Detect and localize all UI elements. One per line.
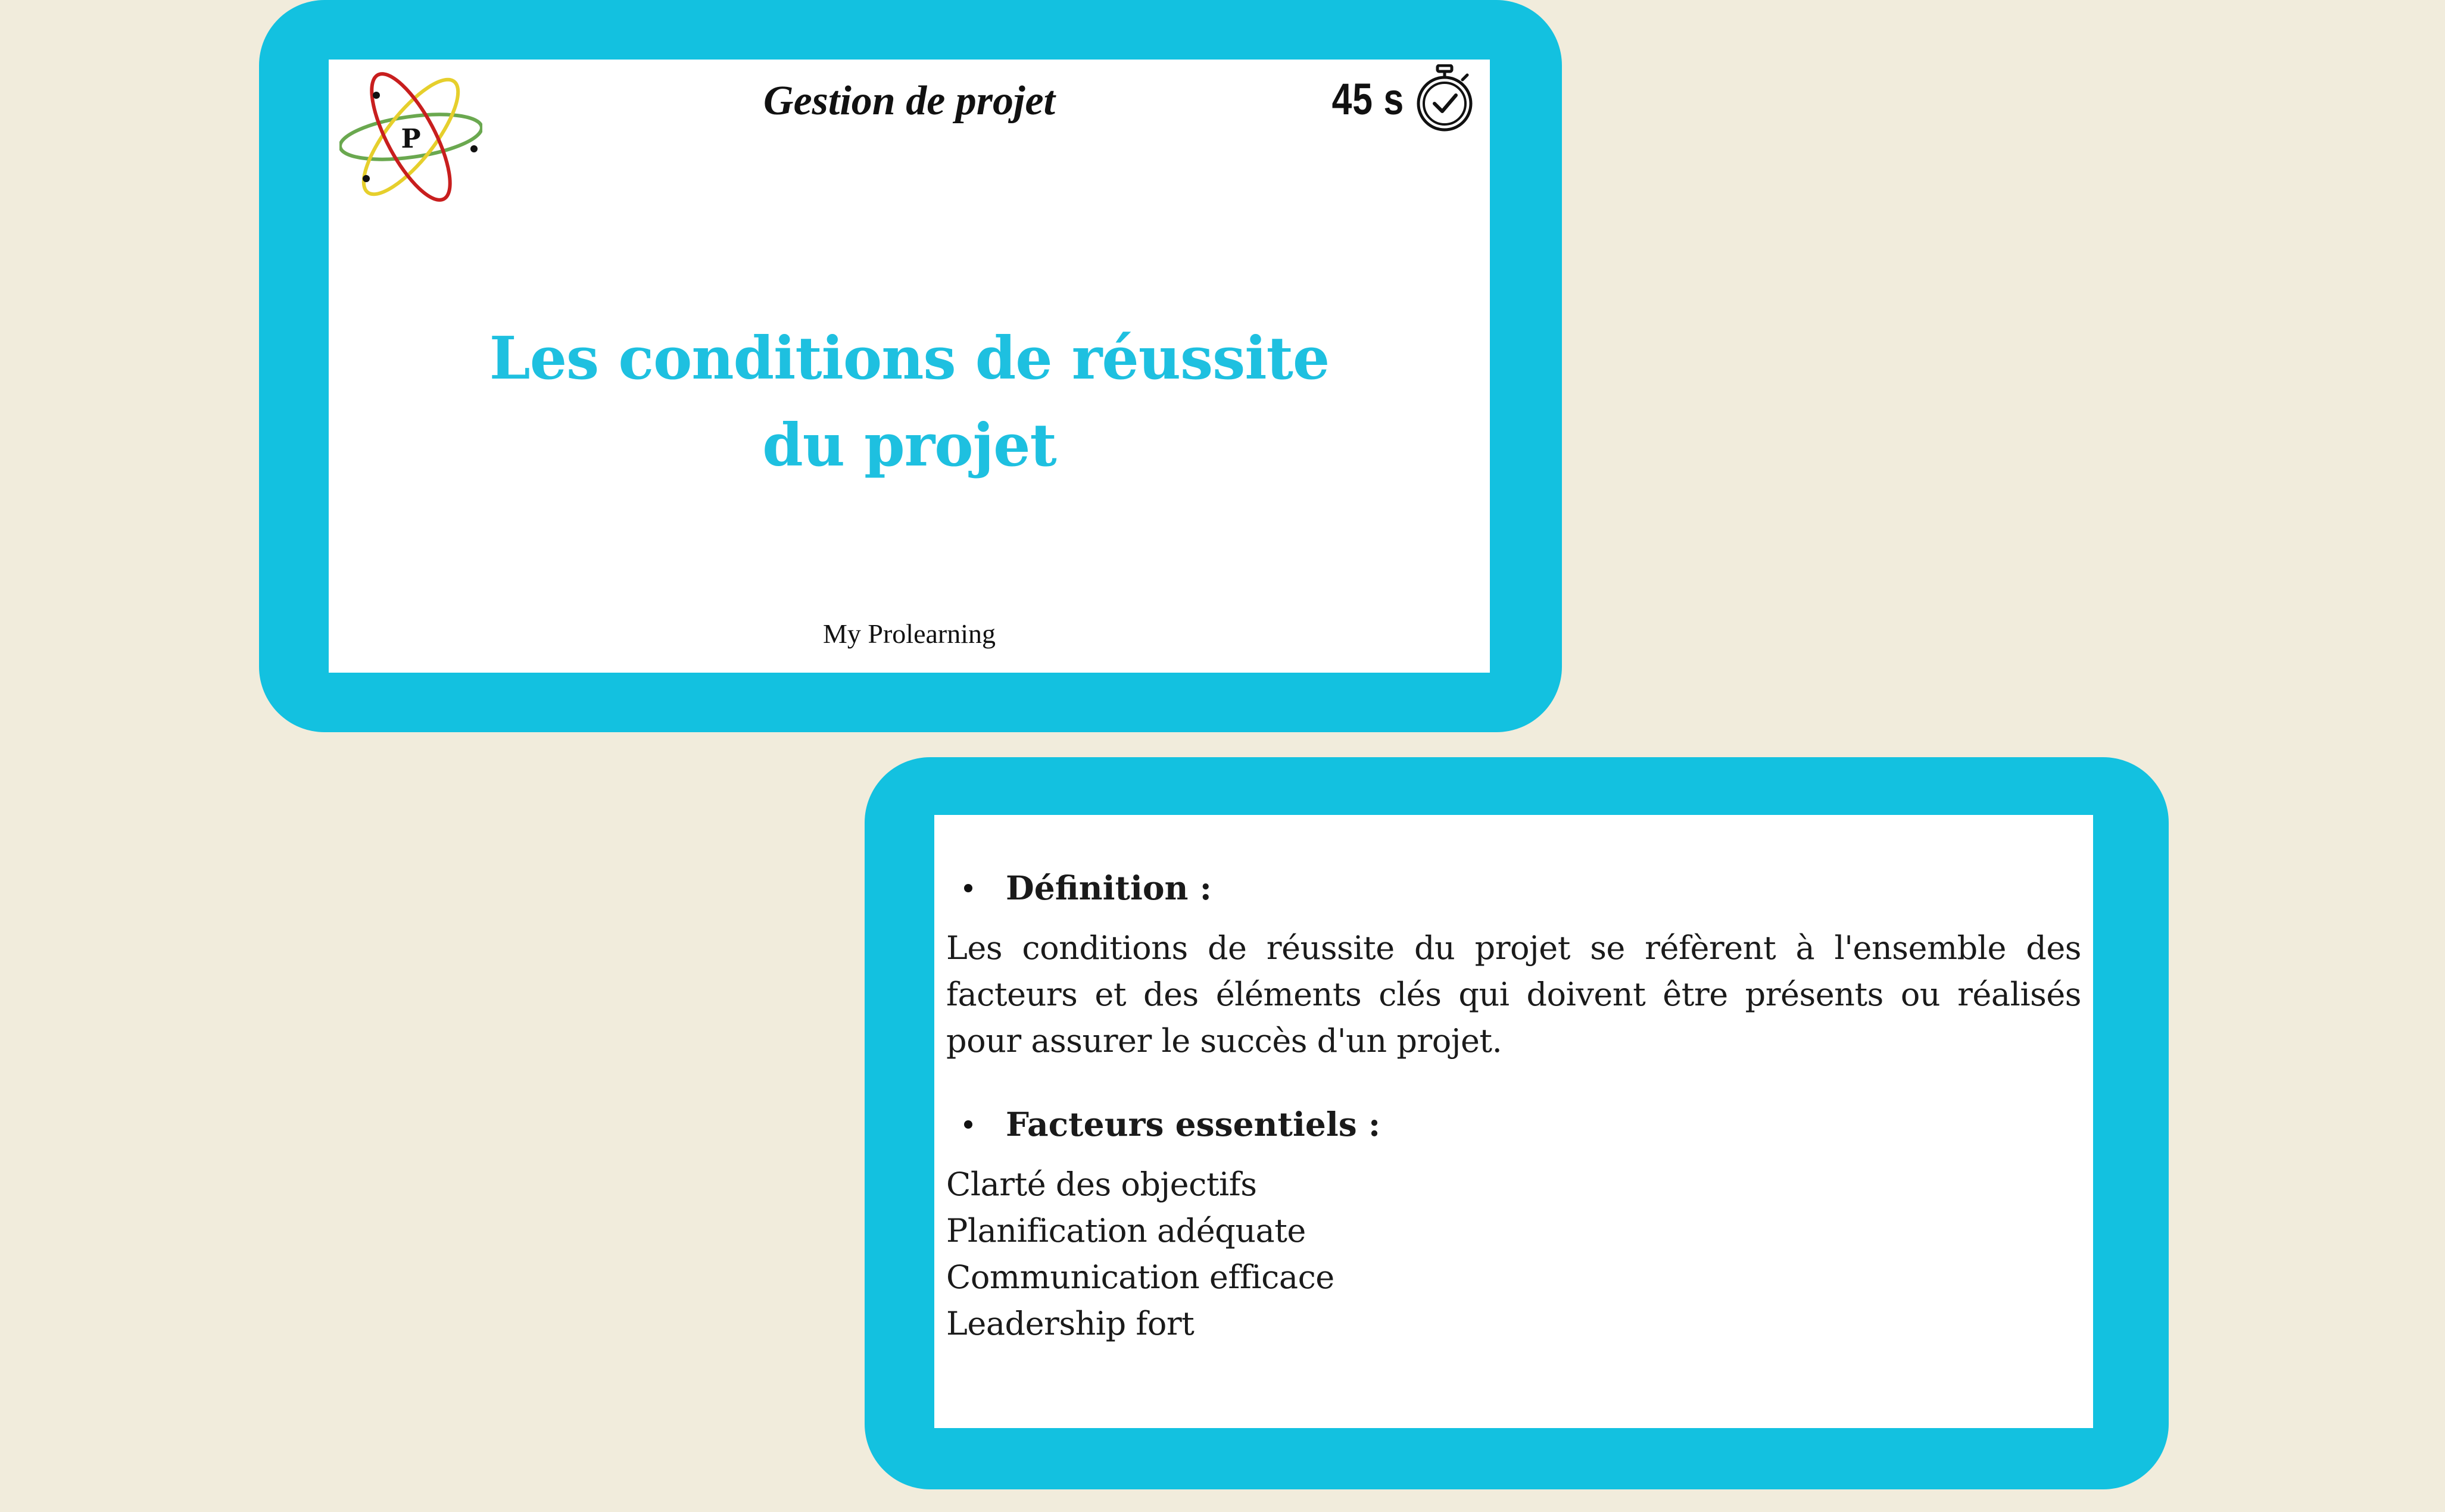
front-card [259, 0, 1562, 732]
definition-heading [964, 869, 2081, 907]
definition-text: Les conditions de réussite du projet se réfèrent à l'ensemble des facteurs et des éléments clés qui doivent être présents ou réalisés pour assurer le succès d'un projet. [946, 929, 2081, 1060]
logo-letter: P [401, 124, 421, 154]
stopwatch-icon [1416, 64, 1473, 133]
bullet-icon [964, 1120, 972, 1129]
factors-heading [964, 1105, 2081, 1144]
subject-label: Gestion de projet [763, 78, 1055, 124]
timer-label: 45 s [1331, 74, 1404, 124]
front-card-panel [329, 60, 1490, 673]
timer [1316, 64, 1473, 133]
definition-heading-label: Définition : [1006, 869, 1212, 907]
brand-label: My Prolearning [822, 618, 996, 649]
list-item: Communication efficace [946, 1258, 1334, 1296]
back-card [865, 757, 2169, 1489]
back-card-panel [934, 815, 2093, 1428]
list-item: Planification adéquate [946, 1212, 1306, 1249]
factors-heading-label: Facteurs essentiels : [1006, 1105, 1381, 1144]
bullet-icon [964, 884, 972, 892]
card-title-line: Les conditions de réussite [489, 324, 1330, 393]
back-card-content [946, 869, 2081, 1347]
card-title [329, 315, 1490, 489]
factor-list [946, 1161, 2081, 1347]
list-item: Leadership fort [946, 1305, 1195, 1342]
list-item: Clarté des objectifs [946, 1166, 1257, 1203]
card-title-line: du projet [762, 411, 1056, 480]
